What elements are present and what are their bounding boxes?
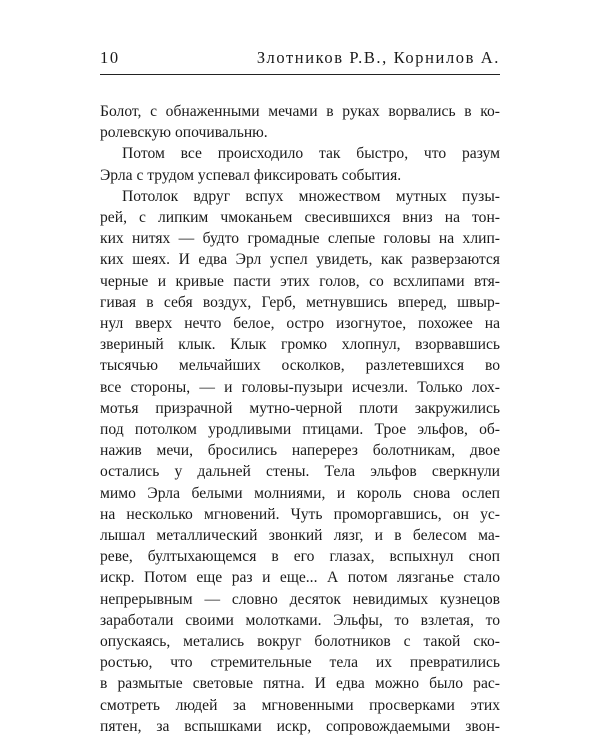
text-line: лышал металлический звонкий лязг, и в белесом ма- bbox=[100, 527, 500, 545]
text-line: на несколько мгновений. Чуть проморгавшись, он ус- bbox=[100, 505, 500, 523]
paragraph bbox=[100, 101, 500, 143]
text-line: пятен, за вспышками искр, сопровождаемыми звон- bbox=[100, 717, 500, 735]
text-line: ких шеях. И едва Эрл успел увидеть, как разверзаются bbox=[100, 251, 500, 269]
text-line: в размытые световые пятна. И едва можно было рас- bbox=[100, 675, 500, 693]
text-line: нажив мечи, бросились наперерез болотникам, двое bbox=[100, 442, 500, 460]
text-line: Потом все происходило так быстро, что разум bbox=[122, 145, 500, 163]
text-line: Болот, с обнаженными мечами в руках ворвались в ко- bbox=[100, 103, 500, 120]
paragraph bbox=[100, 143, 500, 185]
text-line: рей, с липким чмоканьем свесившихся вниз на тон- bbox=[100, 209, 500, 227]
header-rule bbox=[100, 74, 500, 75]
text-line: Потолок вдруг вспух множеством мутных пузы- bbox=[122, 187, 500, 205]
text-line: мимо Эрла белыми молниями, и король снова ослеп bbox=[100, 484, 500, 502]
text-line: реве, бултыхающемся в его глазах, вспыхнул сноп bbox=[100, 548, 500, 566]
text-line: смотреть людей за мгновенными просверками этих bbox=[100, 696, 500, 714]
text-line: тысячью мельчайших осколков, разлетевшихся во bbox=[100, 357, 500, 375]
body-text bbox=[100, 101, 500, 737]
paragraph bbox=[100, 186, 500, 737]
text-line: остались у дальней стены. Тела эльфов сверкнули bbox=[100, 463, 500, 481]
text-line: мотья призрачной мутно-черной плоти закружились bbox=[100, 399, 500, 417]
text-line: опускаясь, метались вокруг болотников с такой ско- bbox=[100, 633, 500, 651]
text-line: непрерывным — словно десяток невидимых кузнецов bbox=[100, 590, 500, 608]
running-header bbox=[100, 48, 500, 68]
text-line: нул вверх нечто белое, остро изогнутое, похожее на bbox=[100, 315, 500, 333]
text-line: искр. Потом еще раз и еще... А потом лязганье стало bbox=[100, 569, 500, 587]
text-line: ролевскую опочивальню. bbox=[100, 124, 268, 142]
text-line: звериный клык. Клык громко хлопнул, взорвавшись bbox=[100, 336, 500, 354]
text-line: черные и кривые пасти этих голов, со всхлипами втя- bbox=[100, 272, 500, 290]
text-line: ростью, что стремительные тела их превратились bbox=[100, 654, 500, 672]
text-line: все стороны, — и головы-пузыри исчезли. Только лох- bbox=[100, 378, 500, 396]
running-title: Злотников Р.В., Корнилов А. bbox=[256, 48, 500, 67]
text-line: под потолком уродливыми птицами. Трое эльфов, об- bbox=[100, 421, 500, 439]
text-line: Эрла с трудом успевал фиксировать события. bbox=[100, 166, 402, 184]
text-line: ких нитях — будто громадные слепые головы на хлип- bbox=[100, 230, 500, 248]
page-number: 10 bbox=[100, 48, 120, 67]
text-line: заработали своими молотками. Эльфы, то взлетая, то bbox=[100, 611, 500, 629]
text-line: гивая в себя воздух, Герб, метнувшись вперед, швыр- bbox=[100, 293, 500, 311]
